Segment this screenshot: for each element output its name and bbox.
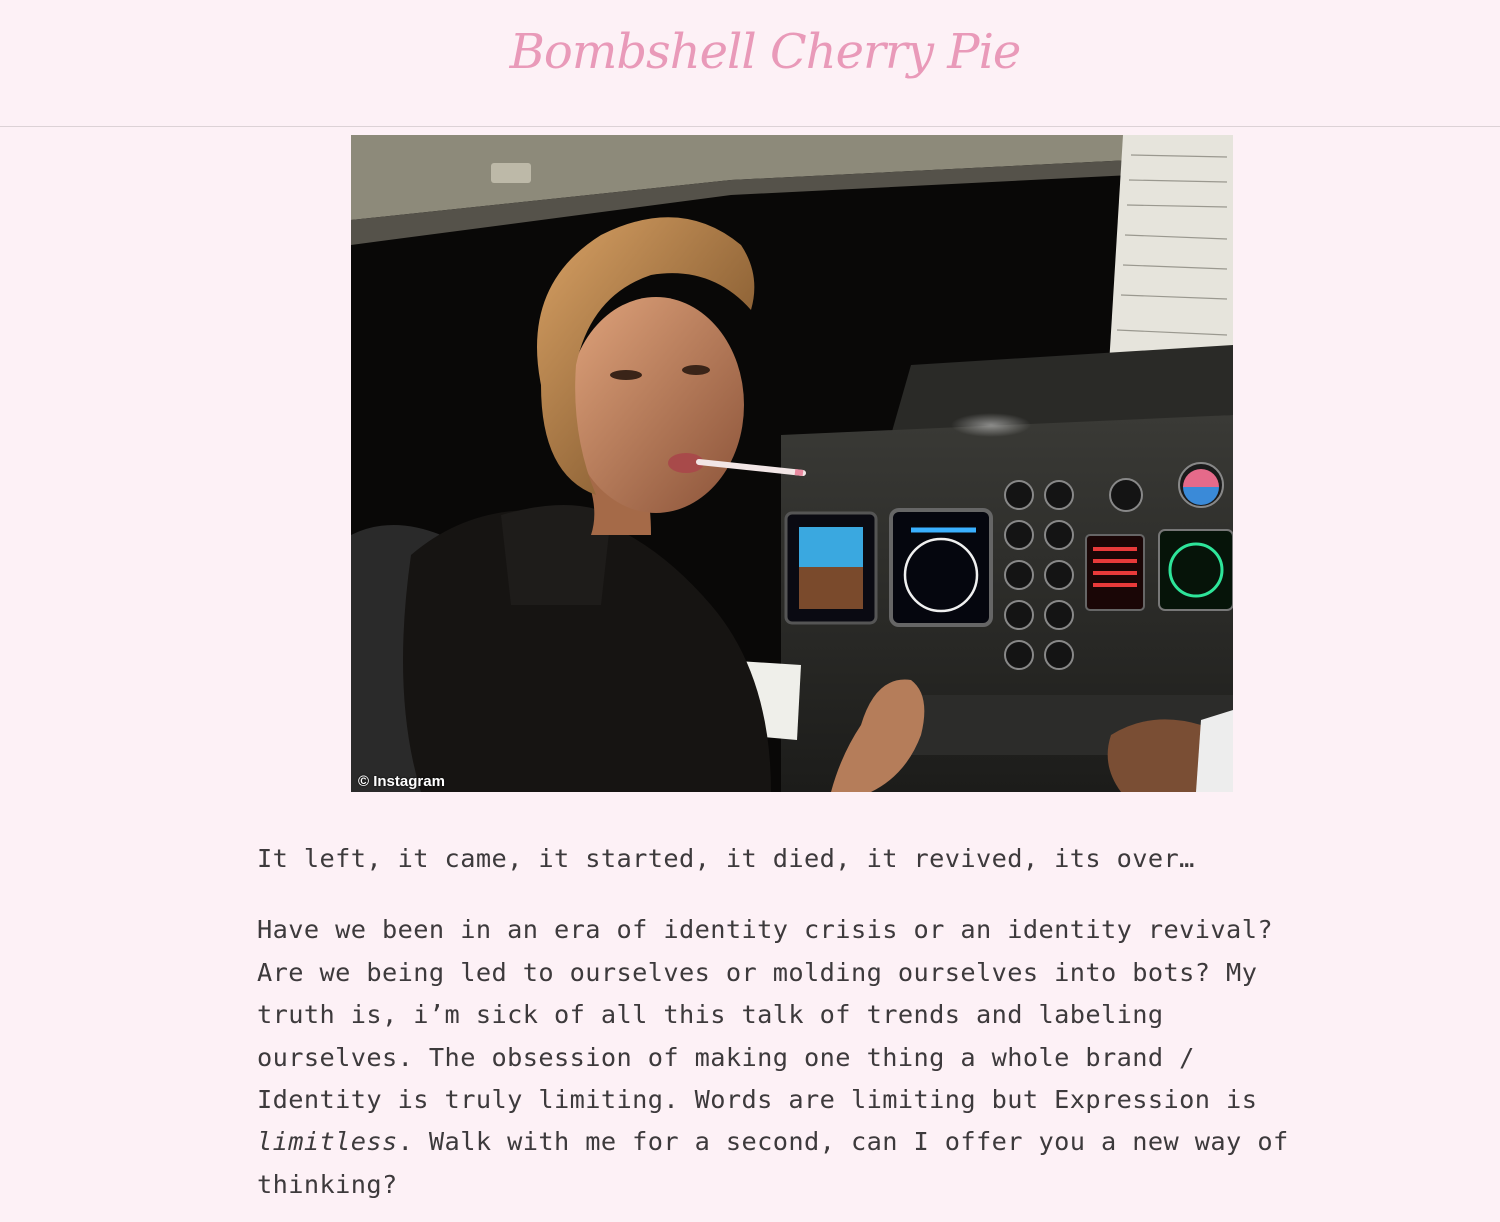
paragraph-2-text: Have we been in an era of identity crisis or an identity revival? Are we being led to ourselves or molding ourselves into bots? My truth is, i’m sick of all this talk of trends and labeling ourselves. The obsession of making one thing a whole brand / Identity is truly limiting. Words are limiting but Expression is — [257, 915, 1273, 1115]
cockpit-photo-illustration — [351, 135, 1233, 792]
site-header — [0, 0, 1500, 127]
post-body — [257, 838, 1317, 1206]
post-paragraph-2 — [257, 909, 1317, 1206]
paragraph-2-text-end: . Walk with me for a second, can I offer you a new way of thinking? — [257, 1127, 1289, 1199]
post-paragraph-1: It left, it came, it started, it died, it revived, its over… — [257, 844, 1195, 873]
emphasis-limitless: limitless — [257, 1127, 398, 1157]
photo-watermark: © Instagram — [358, 773, 445, 790]
site-title-link[interactable]: Bombshell Cherry Pie — [509, 24, 1021, 80]
post-image — [351, 135, 1233, 792]
